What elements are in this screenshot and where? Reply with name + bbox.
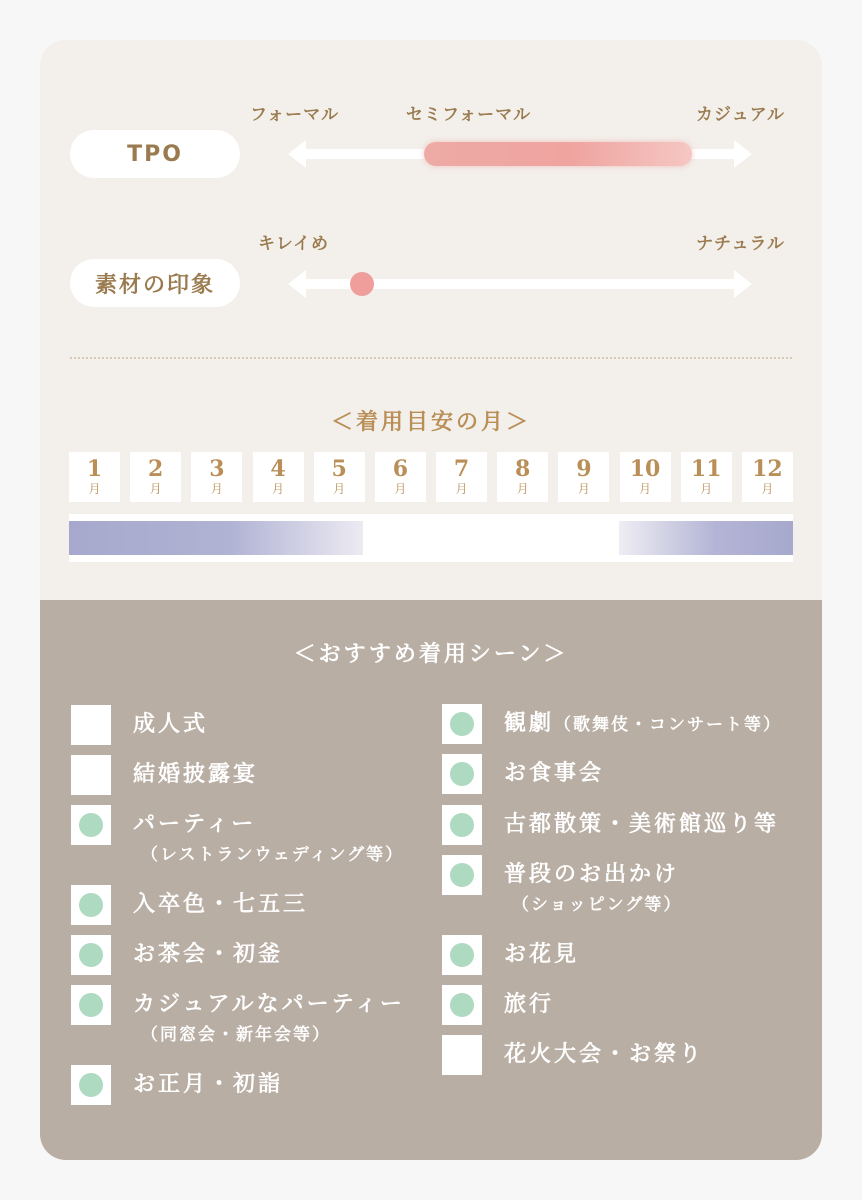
- month-cell: [497, 452, 548, 502]
- checkbox: [71, 985, 111, 1025]
- material-label: 素材の印象: [70, 259, 240, 307]
- month-number: 9: [576, 456, 592, 482]
- scene-item: [442, 805, 779, 845]
- dotted-divider: [70, 357, 792, 359]
- month-number: 6: [392, 456, 409, 482]
- month-cell: [69, 452, 120, 502]
- scene-note: （歌舞伎・コンサート等）: [554, 715, 783, 735]
- month-unit: 月: [149, 482, 162, 496]
- material-scale-clean: キレイめ: [258, 234, 329, 254]
- scene-note: （同窓会・新年会等）: [141, 1025, 331, 1045]
- check-dot-icon: [79, 813, 103, 837]
- month-unit: 月: [700, 482, 713, 496]
- month-grid: [69, 452, 793, 504]
- checkbox: [71, 755, 111, 795]
- checkbox: [71, 705, 111, 745]
- month-unit: 月: [761, 482, 774, 496]
- checkbox: [442, 805, 482, 845]
- month-cell: [191, 452, 242, 502]
- checkbox: [442, 935, 482, 975]
- month-cell: [742, 452, 793, 502]
- month-unit: 月: [516, 482, 529, 496]
- scene-name: 古都散策・美術館巡り等: [504, 812, 780, 837]
- month-number: 7: [453, 456, 470, 482]
- recommendation-card: [40, 40, 822, 1160]
- tpo-scale-casual: カジュアル: [696, 105, 785, 125]
- checkbox: [71, 935, 111, 975]
- arrow-left-icon: [288, 270, 306, 298]
- scene-name: 旅行: [504, 992, 555, 1017]
- scene-name: 花火大会・お祭り: [504, 1042, 705, 1067]
- scene-item: [71, 885, 308, 925]
- scene-panel: [40, 600, 822, 1160]
- scene-name: 普段のお出かけ: [504, 862, 680, 887]
- scene-name: お正月・初詣: [133, 1072, 284, 1097]
- month-unit: 月: [210, 482, 223, 496]
- arrow-right-icon: [734, 270, 752, 298]
- month-range-oct-dec: [619, 521, 793, 555]
- material-scale-natural: ナチュラル: [696, 234, 785, 254]
- month-cell: [253, 452, 304, 502]
- month-unit: 月: [394, 482, 407, 496]
- check-dot-icon: [79, 993, 103, 1017]
- month-cell: [681, 452, 732, 502]
- scene-name: パーティー: [133, 812, 257, 837]
- checkbox: [71, 885, 111, 925]
- scene-item: [442, 704, 782, 745]
- scene-item: [442, 855, 682, 915]
- month-unit: 月: [455, 482, 468, 496]
- month-cell: [558, 452, 609, 502]
- check-dot-icon: [450, 943, 474, 967]
- scene-item: [442, 754, 604, 794]
- scene-name: お茶会・初釜: [133, 942, 284, 967]
- tpo-label: TPO: [70, 130, 240, 178]
- scene-item: [442, 1035, 704, 1075]
- tpo-scale-formal: フォーマル: [250, 105, 340, 125]
- check-dot-icon: [79, 943, 103, 967]
- tpo-range-indicator: [424, 142, 692, 166]
- checkbox: [442, 1035, 482, 1075]
- month-unit: 月: [272, 482, 285, 496]
- tpo-scale-semiformal: セミフォーマル: [406, 105, 532, 125]
- scene-name: お食事会: [504, 761, 605, 786]
- scene-item: [71, 755, 258, 795]
- scene-name: 観劇: [504, 711, 555, 736]
- month-number: 3: [209, 456, 225, 482]
- month-number: 11: [690, 456, 722, 482]
- month-number: 12: [752, 456, 783, 482]
- scene-item: [71, 705, 208, 745]
- scene-item: [71, 985, 405, 1045]
- scene-name: 入卒色・七五三: [133, 892, 309, 917]
- scene-item: [71, 805, 404, 865]
- check-dot-icon: [450, 863, 474, 887]
- scene-name: お花見: [504, 942, 580, 967]
- check-dot-icon: [450, 712, 474, 736]
- check-dot-icon: [450, 993, 474, 1017]
- month-cell: [130, 452, 181, 502]
- check-dot-icon: [79, 1073, 103, 1097]
- month-unit: 月: [88, 482, 101, 496]
- checkbox: [442, 855, 482, 895]
- scene-item: [442, 985, 554, 1025]
- scene-name: 結婚披露宴: [133, 762, 259, 787]
- scene-item: [71, 935, 283, 975]
- material-position-marker: [350, 272, 374, 296]
- month-range-jan-may: [69, 521, 363, 555]
- months-title: ＜着用目安の月＞: [330, 410, 531, 435]
- month-cell: [314, 452, 365, 502]
- check-dot-icon: [450, 813, 474, 837]
- scene-item: [71, 1065, 283, 1105]
- month-unit: 月: [639, 482, 652, 496]
- month-cell: [436, 452, 487, 502]
- month-number: 10: [629, 456, 661, 482]
- check-dot-icon: [450, 762, 474, 786]
- checkbox: [71, 1065, 111, 1105]
- month-cell: [620, 452, 671, 502]
- month-number: 1: [86, 456, 103, 482]
- scene-item: [442, 935, 579, 975]
- month-cell: [375, 452, 426, 502]
- material-scale-track: [288, 270, 752, 298]
- month-number: 2: [148, 456, 164, 482]
- checkbox: [71, 805, 111, 845]
- checkbox: [442, 754, 482, 794]
- checkbox: [442, 704, 482, 744]
- scene-title: ＜おすすめ着用シーン＞: [293, 642, 569, 667]
- month-number: 4: [270, 456, 286, 482]
- arrow-right-icon: [734, 140, 752, 168]
- scene-note: （レストランウェディング等）: [141, 845, 405, 865]
- check-dot-icon: [79, 893, 103, 917]
- scene-name: カジュアルなパーティー: [133, 992, 405, 1017]
- month-number: 5: [331, 456, 347, 482]
- month-range-bar: [69, 514, 793, 562]
- month-unit: 月: [577, 482, 590, 496]
- arrow-left-icon: [288, 140, 306, 168]
- month-unit: 月: [333, 482, 346, 496]
- tpo-scale-track: [288, 140, 752, 168]
- scene-note: （ショッピング等）: [512, 895, 683, 915]
- month-number: 8: [515, 456, 531, 482]
- checkbox: [442, 985, 482, 1025]
- scene-name: 成人式: [133, 712, 209, 737]
